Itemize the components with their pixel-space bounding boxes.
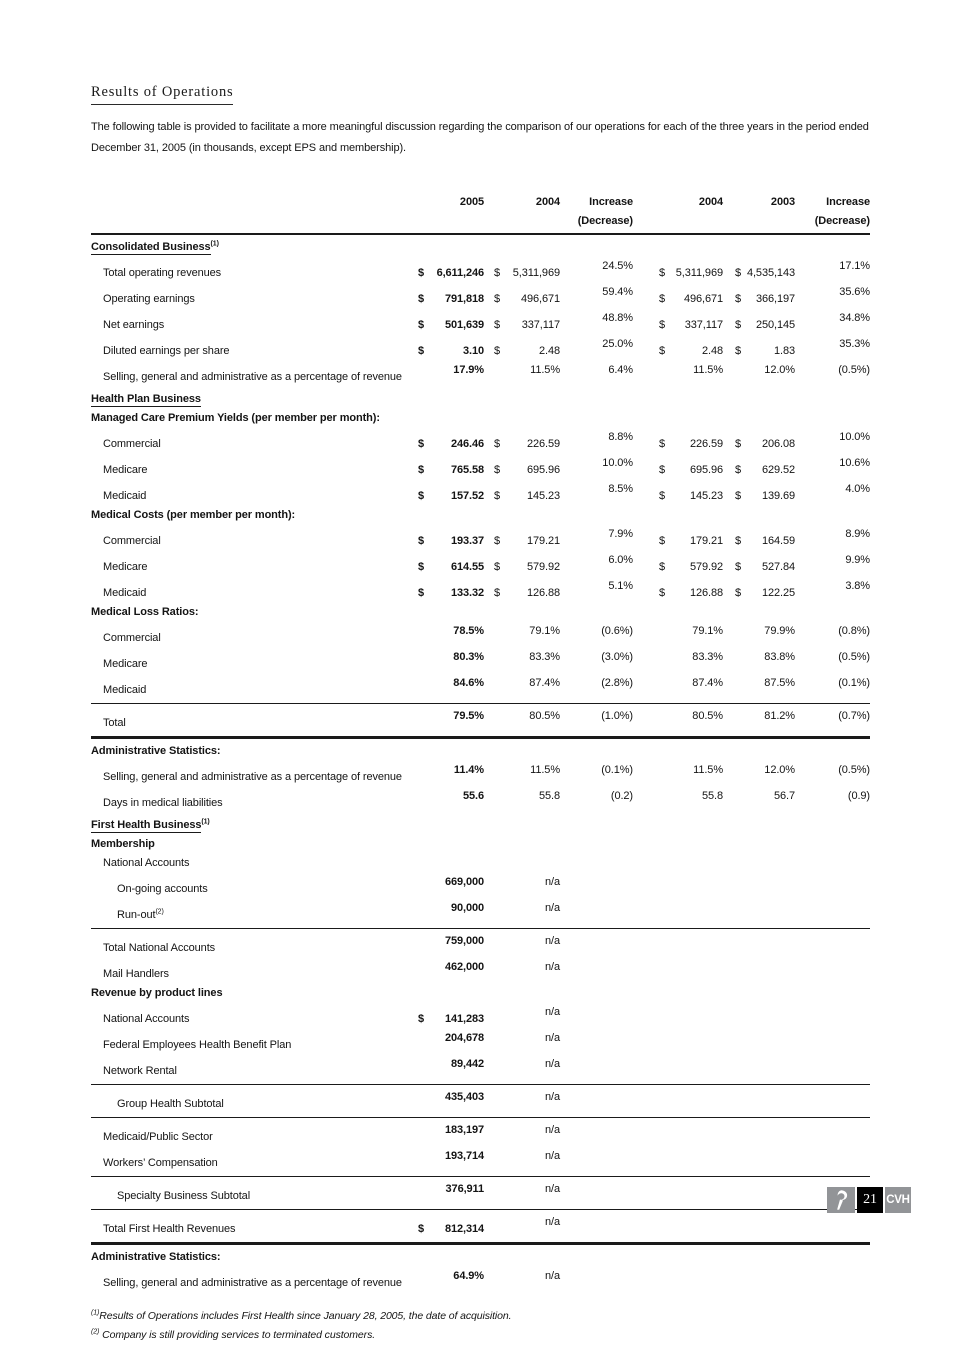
cell-2005: $ 157.52	[418, 490, 484, 502]
footnotes	[91, 1307, 870, 1345]
cell-increase-decrease-2: 35.6%	[839, 286, 870, 298]
table-row	[91, 984, 870, 1003]
page-content	[91, 84, 870, 1345]
row-label: Medical Costs (per member per month):	[91, 509, 296, 521]
cell-2004-prior: $ 179.21	[659, 535, 723, 547]
row-label: Selling, general and administrative as a percentage of revenue	[103, 1277, 402, 1289]
cell-increase-decrease-1: 10.0%	[602, 457, 633, 469]
cell-2004-prior: 87.4%	[692, 677, 723, 689]
row-label: Medicaid/Public Sector	[103, 1131, 213, 1143]
table-header-rule	[91, 233, 870, 235]
table-row	[91, 428, 870, 454]
row-label: Medicare	[103, 658, 148, 670]
cell-2005: 11.4%	[453, 764, 484, 776]
row-label: Workers’ Compensation	[103, 1157, 218, 1169]
cell-2003: 81.2%	[764, 710, 795, 722]
table-row	[91, 707, 870, 733]
row-label: Administrative Statistics:	[91, 1251, 221, 1263]
company-logo	[827, 1187, 855, 1213]
cell-2003: $ 139.69	[735, 490, 795, 502]
cell-2005: $ 246.46	[418, 438, 484, 450]
table-row	[91, 309, 870, 335]
cell-2004-prior: $ 126.88	[659, 587, 723, 599]
column-header-increase-decrease-1: Increase (Decrease)	[577, 196, 633, 227]
cell-2005: $ 6,611,246	[418, 267, 484, 279]
row-label: Medicaid	[103, 587, 147, 599]
cell-2004: $ 145.23	[494, 490, 560, 502]
cell-increase-decrease-2: (0.1%)	[838, 677, 870, 689]
cell-2004-prior: $ 695.96	[659, 464, 723, 476]
cell-increase-decrease-1: (0.1%)	[601, 764, 633, 776]
cell-2004: n/a	[545, 1183, 560, 1195]
row-label: Medicare	[103, 561, 148, 573]
table-row	[91, 958, 870, 984]
row-label: On-going accounts	[117, 883, 208, 895]
table-rule-thick	[91, 1242, 870, 1245]
table-row	[91, 1003, 870, 1029]
cell-2004: n/a	[545, 1150, 560, 1162]
cell-2004-prior: $ 5,311,969	[659, 267, 723, 279]
cell-increase-decrease-1: 25.0%	[602, 338, 633, 350]
table-row	[91, 551, 870, 577]
row-label: Mail Handlers	[103, 968, 169, 980]
table-row	[91, 816, 870, 835]
table-rule	[91, 1084, 870, 1085]
table-row	[91, 854, 870, 873]
row-label: Consolidated Business$^{(1)}$	[91, 240, 219, 253]
row-label: Run-out$^{(2)}$	[117, 908, 164, 921]
cell-increase-decrease-2: (0.8%)	[838, 625, 870, 637]
cell-increase-decrease-1: (2.8%)	[601, 677, 633, 689]
cell-2004-prior: 83.3%	[692, 651, 723, 663]
cell-2004: n/a	[545, 902, 560, 914]
column-header-2004-prior: 2004	[698, 196, 723, 208]
row-label: Total operating revenues	[103, 267, 222, 279]
cell-2005: $ 133.32	[418, 587, 484, 599]
cell-2005: 17.9%	[453, 364, 484, 376]
table-row	[91, 1267, 870, 1293]
cell-2005: 64.9%	[453, 1270, 484, 1282]
table-row	[91, 238, 870, 257]
cell-2005: 80.3%	[453, 651, 484, 663]
table-header	[91, 174, 870, 235]
cell-2005: 90,000	[450, 902, 484, 914]
row-label: Days in medical liabilities	[103, 797, 223, 809]
row-label: Medicaid	[103, 684, 147, 696]
cell-2004: $ 695.96	[494, 464, 560, 476]
table-row	[91, 1029, 870, 1055]
cell-2005: 183,197	[444, 1124, 484, 1136]
cell-2004-prior: $ 496,671	[659, 293, 723, 305]
row-label: First Health Business$^{(1)}$	[91, 818, 210, 831]
results-table	[91, 238, 870, 1293]
cell-2003: 79.9%	[764, 625, 795, 637]
row-label: Health Plan Business	[91, 393, 201, 405]
column-header-2004: 2004	[535, 196, 560, 208]
row-label: Medicare	[103, 464, 148, 476]
cell-2003: $ 4,535,143	[735, 267, 795, 279]
page-number-badge: 21	[857, 1187, 883, 1213]
cell-increase-decrease-1: 8.8%	[608, 431, 633, 443]
cell-2004: $ 496,671	[494, 293, 560, 305]
table-row	[91, 674, 870, 700]
cell-2005: $ 812,314	[418, 1223, 484, 1235]
table-row	[91, 1088, 870, 1114]
cell-increase-decrease-2: 10.6%	[839, 457, 870, 469]
cell-2004-prior: $ 226.59	[659, 438, 723, 450]
row-label: National Accounts	[103, 857, 190, 869]
cell-increase-decrease-1: 7.9%	[608, 528, 633, 540]
cell-2005: $ 765.58	[418, 464, 484, 476]
cell-2005: $ 141,283	[418, 1013, 484, 1025]
cell-2005: 193,714	[444, 1150, 484, 1162]
cell-increase-decrease-1: 48.8%	[602, 312, 633, 324]
cell-2003: 83.8%	[764, 651, 795, 663]
cell-2004-prior: $ 2.48	[659, 345, 723, 357]
table-row	[91, 761, 870, 787]
table-row	[91, 873, 870, 899]
table-row	[91, 283, 870, 309]
row-label: Group Health Subtotal	[117, 1098, 224, 1110]
cell-2003: $ 629.52	[735, 464, 795, 476]
cell-2003: $ 250,145	[735, 319, 795, 331]
cell-increase-decrease-1: (1.0%)	[601, 710, 633, 722]
torch-icon	[830, 1189, 852, 1211]
ticker-badge: CVH	[885, 1187, 911, 1213]
row-label: Operating earnings	[103, 293, 195, 305]
row-label: Federal Employees Health Benefit Plan	[103, 1039, 292, 1051]
cell-2005: 462,000	[444, 961, 484, 973]
page-title-wrap	[91, 84, 870, 105]
cell-2005: 78.5%	[453, 625, 484, 637]
cell-2004: 11.5%	[530, 764, 560, 776]
cell-2005: 55.6	[462, 790, 484, 802]
table-row	[91, 835, 870, 854]
cell-increase-decrease-1: (0.2)	[610, 790, 633, 802]
cell-2004: n/a	[545, 1058, 560, 1070]
row-label: Commercial	[103, 632, 161, 644]
table-row	[91, 648, 870, 674]
column-header-2005: 2005	[459, 196, 484, 208]
cell-2004: $ 5,311,969	[494, 267, 560, 279]
table-row	[91, 1055, 870, 1081]
cell-increase-decrease-2: (0.5%)	[838, 764, 870, 776]
row-label: Selling, general and administrative as a percentage of revenue	[103, 371, 402, 383]
row-label: Medical Loss Ratios:	[91, 606, 199, 618]
cell-2004: n/a	[545, 935, 560, 947]
table-row	[91, 622, 870, 648]
cell-2004: n/a	[545, 961, 560, 973]
cell-2004: 79.1%	[529, 625, 560, 637]
table-rule	[91, 1209, 870, 1210]
table-row	[91, 506, 870, 525]
cell-increase-decrease-2: 9.9%	[845, 554, 870, 566]
cell-2004: $ 226.59	[494, 438, 560, 450]
cell-2005: 376,911	[445, 1183, 484, 1195]
cell-2003: $ 122.25	[735, 587, 795, 599]
table-row	[91, 899, 870, 925]
row-label: Medicaid	[103, 490, 147, 502]
table-row	[91, 1248, 870, 1267]
cell-2003: $ 164.59	[735, 535, 795, 547]
cell-increase-decrease-2: 34.8%	[839, 312, 870, 324]
cell-2005: 435,403	[444, 1091, 484, 1103]
cell-increase-decrease-2: 3.8%	[845, 580, 870, 592]
row-label: Total First Health Revenues	[103, 1223, 236, 1235]
cell-2003: $ 1.83	[735, 345, 795, 357]
cell-2005: $ 3.10	[418, 345, 484, 357]
cell-increase-decrease-2: 4.0%	[845, 483, 870, 495]
row-label: Network Rental	[103, 1065, 177, 1077]
cell-2005: $ 791,818	[418, 293, 484, 305]
cell-increase-decrease-2: 8.9%	[845, 528, 870, 540]
row-label: Commercial	[103, 535, 161, 547]
cell-increase-decrease-1: 59.4%	[602, 286, 633, 298]
table-row	[91, 932, 870, 958]
row-label: Administrative Statistics:	[91, 745, 221, 757]
table-rule	[91, 1176, 870, 1177]
cell-2004: $ 2.48	[494, 345, 560, 357]
cell-increase-decrease-2: 10.0%	[839, 431, 870, 443]
table-row	[91, 335, 870, 361]
table-row	[91, 787, 870, 813]
table-row	[91, 409, 870, 428]
intro-paragraph: The following table is provided to facilitate a more meaningful discussion regarding the comparison of our operations for each of the three years in the period ended December 31, 2005 (in thousands, except EPS and membership).	[91, 121, 869, 154]
cell-increase-decrease-2: 17.1%	[839, 260, 870, 272]
table-row	[91, 454, 870, 480]
cell-2005: $ 193.37	[418, 535, 484, 547]
cell-2003: 56.7	[773, 790, 795, 802]
cell-2004: 80.5%	[529, 710, 560, 722]
footnote-2: $^{(2)}$ Company is still providing services to terminated customers.	[91, 1328, 376, 1341]
cell-2004-prior: 11.5%	[693, 364, 723, 376]
cell-2003: $ 366,197	[735, 293, 795, 305]
cell-2004: n/a	[545, 876, 560, 888]
row-label: Specialty Business Subtotal	[117, 1190, 251, 1202]
page-title: Results of Operations	[91, 84, 233, 105]
cell-increase-decrease-1: (0.6%)	[601, 625, 633, 637]
table-rule	[91, 1117, 870, 1118]
row-label: Membership	[91, 838, 155, 850]
table-row	[91, 257, 870, 283]
table-row	[91, 603, 870, 622]
cell-2005: 204,678	[444, 1032, 484, 1044]
row-label: Revenue by product lines	[91, 987, 223, 999]
cell-2004: n/a	[545, 1006, 560, 1018]
cell-2005: 84.6%	[453, 677, 484, 689]
cell-2004: n/a	[545, 1091, 560, 1103]
cell-2005: 759,000	[444, 935, 484, 947]
table-rule	[91, 928, 870, 929]
cell-increase-decrease-1: 6.4%	[608, 364, 633, 376]
cell-increase-decrease-2: (0.7%)	[838, 710, 870, 722]
cell-increase-decrease-2: 35.3%	[839, 338, 870, 350]
cell-increase-decrease-1: 24.5%	[602, 260, 633, 272]
table-row	[91, 390, 870, 409]
cell-2004: 83.3%	[529, 651, 560, 663]
cell-increase-decrease-2: (0.9)	[847, 790, 870, 802]
cell-2005: 89,442	[450, 1058, 484, 1070]
table-rule-thick	[91, 736, 870, 739]
row-label: Selling, general and administrative as a percentage of revenue	[103, 771, 402, 783]
cell-2004-prior: 80.5%	[692, 710, 723, 722]
cell-2004: 55.8	[538, 790, 560, 802]
cell-2003: 12.0%	[764, 364, 795, 376]
row-label: Total National Accounts	[103, 942, 216, 954]
table-row	[91, 742, 870, 761]
cell-2004-prior: $ 579.92	[659, 561, 723, 573]
row-label: National Accounts	[103, 1013, 190, 1025]
table-row	[91, 577, 870, 603]
table-row	[91, 1147, 870, 1173]
column-header-2003: 2003	[770, 196, 795, 208]
footnote-1: $^{(1)}$Results of Operations includes First Health since January 28, 2005, the date of acquisition.	[91, 1309, 512, 1322]
cell-increase-decrease-1: 6.0%	[608, 554, 633, 566]
cell-increase-decrease-2: (0.5%)	[838, 364, 870, 376]
cell-2004: 11.5%	[530, 364, 560, 376]
table-row	[91, 480, 870, 506]
cell-2005: 79.5%	[453, 710, 484, 722]
cell-2003: $ 527.84	[735, 561, 795, 573]
cell-2004: n/a	[545, 1216, 560, 1228]
cell-increase-decrease-1: (3.0%)	[601, 651, 633, 663]
cell-2004: n/a	[545, 1124, 560, 1136]
cell-2004-prior: $ 145.23	[659, 490, 723, 502]
cell-2004: $ 579.92	[494, 561, 560, 573]
row-label: Net earnings	[103, 319, 165, 331]
cell-2003: 12.0%	[764, 764, 795, 776]
page-footer	[827, 1187, 911, 1213]
cell-2004-prior: 11.5%	[693, 764, 723, 776]
cell-2004-prior: 79.1%	[692, 625, 723, 637]
cell-2003: 87.5%	[764, 677, 795, 689]
footnote-marker: (1)	[201, 818, 210, 826]
cell-2005: $ 614.55	[418, 561, 484, 573]
table-rule	[91, 703, 870, 704]
cell-2004: 87.4%	[529, 677, 560, 689]
row-label: Managed Care Premium Yields (per member per month):	[91, 412, 380, 424]
cell-2004: $ 179.21	[494, 535, 560, 547]
cell-2004: n/a	[545, 1270, 560, 1282]
cell-increase-decrease-1: 8.5%	[608, 483, 633, 495]
cell-2004: $ 126.88	[494, 587, 560, 599]
table-row	[91, 1180, 870, 1206]
footnote-marker: (2)	[155, 908, 164, 916]
cell-increase-decrease-2: (0.5%)	[838, 651, 870, 663]
column-header-increase-decrease-2: Increase (Decrease)	[814, 196, 870, 227]
cell-2004: n/a	[545, 1032, 560, 1044]
cell-2004-prior: 55.8	[701, 790, 723, 802]
row-label: Total	[103, 717, 126, 729]
table-header-row	[91, 174, 870, 231]
row-label: Commercial	[103, 438, 161, 450]
cell-2004: $ 337,117	[494, 319, 560, 331]
table-row	[91, 1213, 870, 1239]
table-row	[91, 361, 870, 387]
cell-2003: $ 206.08	[735, 438, 795, 450]
cell-increase-decrease-1: 5.1%	[608, 580, 633, 592]
cell-2005: 669,000	[444, 876, 484, 888]
table-row	[91, 525, 870, 551]
row-label: Diluted earnings per share	[103, 345, 230, 357]
cell-2005: $ 501,639	[418, 319, 484, 331]
cell-2004-prior: $ 337,117	[659, 319, 723, 331]
footnote-marker: (1)	[210, 240, 219, 248]
table-row	[91, 1121, 870, 1147]
